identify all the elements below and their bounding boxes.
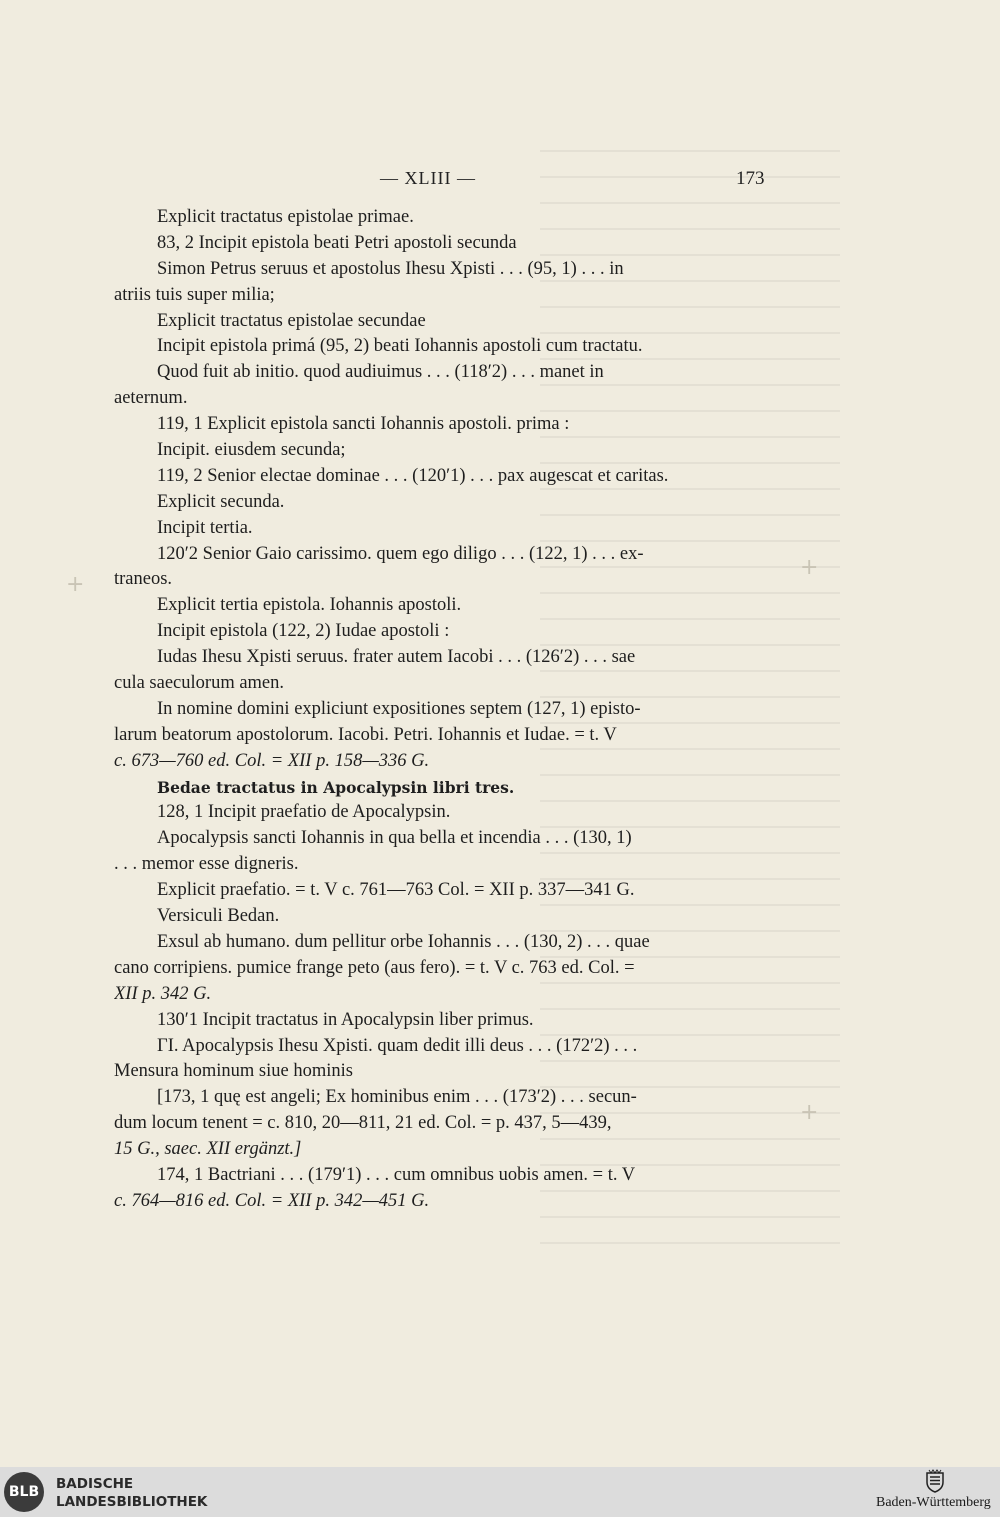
text-line: cano corripiens. pumice frange peto (aus fero). = t. V c. 763 ed. Col. = (114, 957, 635, 978)
text-line: . . . memor esse digneris. (114, 854, 299, 875)
running-title: — XLIII — (380, 168, 476, 188)
text-line: Simon Petrus seruus et apostolus Ihesu Χpisti . . . (95, 1) . . . in (157, 258, 624, 279)
text-line: Incipit. eiusdem secunda; (157, 440, 346, 461)
library-name-line2: LANDESBIBLIOTHEK (56, 1494, 208, 1510)
state-name: Baden-Württemberg (876, 1495, 991, 1510)
text-line: Explicit secunda. (157, 491, 285, 512)
text-line: 174, 1 Bactriani . . . (179ʹ1) . . . cum omnibus uobis amen. = t. V (157, 1164, 636, 1185)
text-line: c. 673—760 ed. Col. = XII p. 158—336 G. (114, 750, 430, 771)
text-line: traneos. (114, 569, 173, 590)
text-line: Incipit epistola (122, 2) Iudae apostoli : (157, 621, 450, 642)
text-line: 120ʹ2 Senior Gaio carissimo. quem ego diligo . . . (122, 1) . . . ex- (157, 543, 644, 564)
registration-mark: + (800, 1100, 819, 1125)
page-number: 173 (736, 168, 765, 189)
text-line: Incipit tertia. (157, 517, 253, 538)
text-line: XII p. 342 G. (114, 983, 212, 1004)
page-body (114, 205, 769, 1215)
text-line: atriis tuis super milia; (114, 284, 275, 305)
text-line: Incipit epistola primá (95, 2) beati Iohannis apostoli cum tractatu. (157, 336, 643, 357)
text-line: In nomine domini expliciunt expositiones septem (127, 1) episto- (157, 698, 641, 719)
library-name-line1: BADISCHE (56, 1476, 134, 1492)
text-line: Explicit tractatus epistolae secundae (157, 310, 426, 331)
text-line: 83, 2 Incipit epistola beati Petri apostoli secunda (157, 232, 517, 253)
text-line: 119, 1 Explicit epistola sancti Iohannis apostoli. prima : (157, 414, 570, 435)
text-line: dum locum tenent = c. 810, 20—811, 21 ed. Col. = p. 437, 5—439, (114, 1113, 612, 1134)
text-line: Versiculi Bedan. (157, 906, 280, 927)
registration-mark: + (66, 572, 85, 597)
text-line: c. 764—816 ed. Col. = XII p. 342—451 G. (114, 1190, 430, 1211)
section-heading: Bedae tractatus in Apocalypsin libri tres. (157, 777, 515, 797)
text-line: Mensura hominum siue hominis (114, 1061, 353, 1082)
text-line: 130ʹ1 Incipit tractatus in Apocalypsin liber primus. (157, 1009, 534, 1030)
text-line: 119, 2 Senior electae dominae . . . (120ʹ1) . . . pax augescat et caritas. (157, 465, 669, 486)
coat-of-arms-icon (925, 1469, 945, 1493)
text-line: Explicit tractatus epistolae primae. (157, 207, 414, 227)
text-line: larum beatorum apostolorum. Iacobi. Petri. Iohannis et Iudae. = t. V (114, 724, 617, 745)
text-line: Iudas Ihesu Χpisti seruus. frater autem Iacobi . . . (126ʹ2) . . . sae (157, 647, 636, 668)
text-line: Apocalypsis sancti Iohannis in qua bella et incendia . . . (130, 1) (157, 828, 632, 849)
library-name (56, 1475, 207, 1511)
text-line: Quod fuit ab initio. quod audiuimus . . . (118ʹ2) . . . manet in (157, 362, 604, 383)
text-line: Explicit tertia epistola. Iohannis apostoli. (157, 595, 462, 616)
text-line: Explicit praefatio. = t. V c. 761—763 Col. = XII p. 337—341 G. (157, 880, 635, 901)
blb-logo[interactable]: BLB (4, 1472, 44, 1512)
text-line: Exsul ab humano. dum pellitur orbe Iohannis . . . (130, 2) . . . quae (157, 931, 650, 952)
text-line: aeternum. (114, 388, 188, 409)
text-line: ΓI. Apocalypsis Ihesu Χpisti. quam dedit illi deus . . . (172ʹ2) . . . (157, 1035, 638, 1056)
registration-mark: + (800, 555, 819, 580)
text-line: 15 G., saec. XII ergänzt.] (114, 1139, 302, 1160)
text-line: [173, 1 quę est angeli; Ex hominibus enim . . . (173ʹ2) . . . secun- (157, 1087, 637, 1108)
text-line: 128, 1 Incipit praefatio de Apocalypsin. (157, 802, 451, 823)
text-line: cula saeculorum amen. (114, 673, 285, 694)
footer-bar (0, 1467, 1000, 1517)
